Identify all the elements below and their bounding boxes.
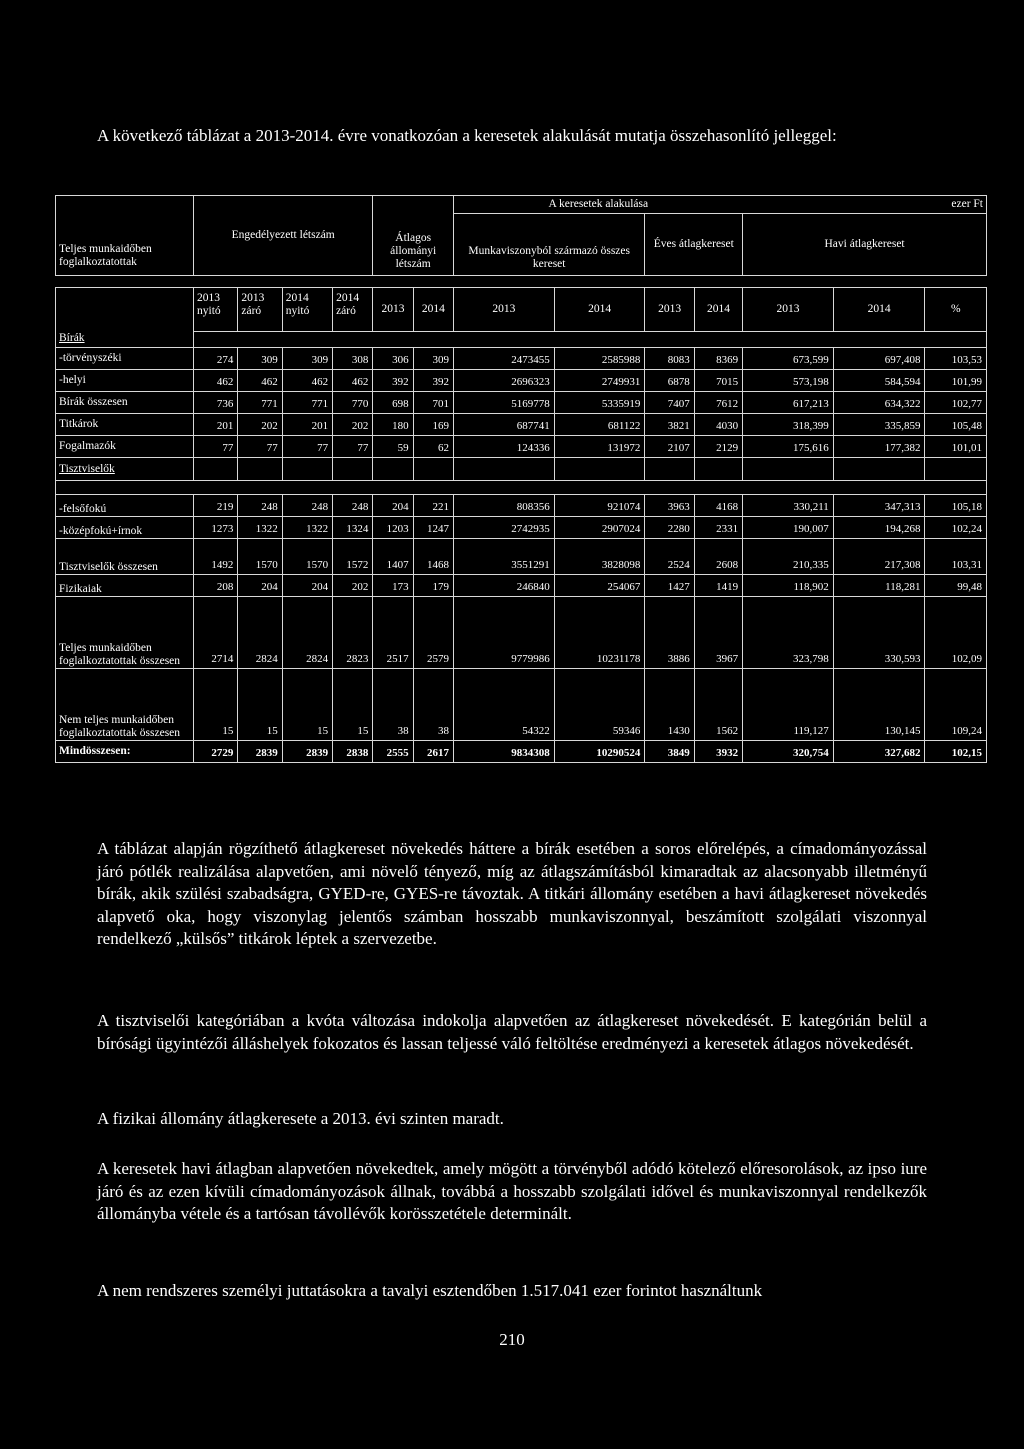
value-cell: 1407 (373, 539, 413, 575)
value-cell: 1324 (333, 517, 373, 539)
value-cell: 105,48 (925, 414, 987, 436)
section-row (56, 458, 987, 481)
value-cell: 202 (238, 414, 282, 436)
empty-cell (333, 458, 373, 481)
table-unit: ezer Ft (743, 196, 987, 214)
value-cell: 3886 (645, 597, 694, 669)
row-label: Titkárok (56, 414, 194, 436)
header-teljes: Teljes munkaidőben foglalkoztatottak (56, 196, 194, 276)
value-cell: 2608 (694, 539, 742, 575)
value-cell: 3551291 (453, 539, 554, 575)
row-label: -törvényszéki (56, 348, 194, 370)
value-cell: 77 (333, 436, 373, 458)
value-cell: 190,007 (743, 517, 834, 539)
value-cell: 77 (194, 436, 238, 458)
value-cell: 308 (333, 348, 373, 370)
value-cell: 701 (413, 392, 453, 414)
value-cell: 202 (333, 575, 373, 597)
table-row (56, 495, 987, 517)
row-label: -középfokú+írnok (56, 517, 194, 539)
table-row (56, 575, 987, 597)
table-row (56, 436, 987, 458)
spacer-cell (56, 481, 987, 495)
value-cell: 1247 (413, 517, 453, 539)
value-cell: 10231178 (554, 597, 645, 669)
value-cell: 131972 (554, 436, 645, 458)
value-cell: 462 (194, 370, 238, 392)
value-cell: 1562 (694, 669, 742, 741)
value-cell: 3828098 (554, 539, 645, 575)
value-cell: 105,18 (925, 495, 987, 517)
value-cell: 2742935 (453, 517, 554, 539)
body-paragraph: A fizikai állomány átlagkeresete a 2013. évi szinten maradt. (97, 1109, 504, 1128)
table-row (56, 597, 987, 669)
value-cell: 2524 (645, 539, 694, 575)
value-cell: 7612 (694, 392, 742, 414)
value-cell: 323,798 (743, 597, 834, 669)
value-cell: 248 (282, 495, 332, 517)
value-cell: 335,859 (833, 414, 925, 436)
value-cell: 2107 (645, 436, 694, 458)
value-cell: 102,09 (925, 597, 987, 669)
subheader-cell: 2014 záró (333, 288, 373, 332)
value-cell: 2839 (282, 741, 332, 763)
subheader-cell: 2014 (833, 288, 925, 332)
value-cell: 118,902 (743, 575, 834, 597)
value-cell: 1322 (282, 517, 332, 539)
value-cell: 77 (238, 436, 282, 458)
row-label: -helyi (56, 370, 194, 392)
value-cell: 771 (238, 392, 282, 414)
value-cell: 77 (282, 436, 332, 458)
value-cell: 208 (194, 575, 238, 597)
value-cell: 320,754 (743, 741, 834, 763)
value-cell: 736 (194, 392, 238, 414)
value-cell: 2473455 (453, 348, 554, 370)
value-cell: 62 (413, 436, 453, 458)
row-label: Nem teljes munkaidőben foglalkoztatottak összesen (56, 669, 194, 741)
value-cell: 309 (238, 348, 282, 370)
value-cell: 204 (373, 495, 413, 517)
value-cell: 1572 (333, 539, 373, 575)
value-cell: 697,408 (833, 348, 925, 370)
value-cell: 1273 (194, 517, 238, 539)
empty-cell (554, 458, 645, 481)
header-eves: Éves átlagkereset (645, 214, 743, 276)
value-cell: 7015 (694, 370, 742, 392)
empty-cell (833, 458, 925, 481)
value-cell: 118,281 (833, 575, 925, 597)
value-cell: 330,211 (743, 495, 834, 517)
row-label: Mindösszesen: (56, 741, 194, 763)
header-atlagos: Átlagos állományi létszám (373, 196, 454, 276)
value-cell: 254067 (554, 575, 645, 597)
value-cell: 681122 (554, 414, 645, 436)
empty-cell (645, 458, 694, 481)
value-cell: 173 (373, 575, 413, 597)
value-cell: 4030 (694, 414, 742, 436)
value-cell: 698 (373, 392, 413, 414)
value-cell: 204 (282, 575, 332, 597)
value-cell: 309 (413, 348, 453, 370)
value-cell: 2280 (645, 517, 694, 539)
value-cell: 573,198 (743, 370, 834, 392)
value-cell: 5169778 (453, 392, 554, 414)
subheader-cell: 2014 (694, 288, 742, 332)
value-cell: 2824 (282, 597, 332, 669)
value-cell: 9779986 (453, 597, 554, 669)
value-cell: 15 (238, 669, 282, 741)
value-cell: 102,77 (925, 392, 987, 414)
value-cell: 330,593 (833, 597, 925, 669)
value-cell: 103,53 (925, 348, 987, 370)
value-cell: 15 (282, 669, 332, 741)
body-paragraph: A nem rendszeres személyi juttatásokra a tavalyi esztendőben 1.517.041 ezer forintot használtunk (97, 1281, 763, 1300)
value-cell: 248 (333, 495, 373, 517)
value-cell: 179 (413, 575, 453, 597)
value-cell: 687741 (453, 414, 554, 436)
value-cell: 2517 (373, 597, 413, 669)
value-cell: 101,01 (925, 436, 987, 458)
value-cell: 175,616 (743, 436, 834, 458)
subheader-cell: 2014 nyitó (282, 288, 332, 332)
value-cell: 2617 (413, 741, 453, 763)
value-cell: 180 (373, 414, 413, 436)
value-cell: 2585988 (554, 348, 645, 370)
value-cell: 8083 (645, 348, 694, 370)
value-cell: 124336 (453, 436, 554, 458)
value-cell: 462 (238, 370, 282, 392)
page-number: 210 (499, 1330, 525, 1349)
empty-cell (925, 458, 987, 481)
table-row (56, 370, 987, 392)
table-row (56, 539, 987, 575)
value-cell: 38 (373, 669, 413, 741)
value-cell: 9834308 (453, 741, 554, 763)
value-cell: 274 (194, 348, 238, 370)
value-cell: 169 (413, 414, 453, 436)
value-cell: 103,31 (925, 539, 987, 575)
value-cell: 101,99 (925, 370, 987, 392)
spacer-row (194, 332, 987, 348)
empty-cell (743, 458, 834, 481)
value-cell: 306 (373, 348, 413, 370)
value-cell: 1427 (645, 575, 694, 597)
spacer-row (56, 276, 987, 288)
value-cell: 3932 (694, 741, 742, 763)
row-label: Fogalmazók (56, 436, 194, 458)
header-havi: Havi átlagkereset (743, 214, 987, 276)
value-cell: 202 (333, 414, 373, 436)
value-cell: 201 (282, 414, 332, 436)
value-cell: 3849 (645, 741, 694, 763)
table-row (56, 392, 987, 414)
value-cell: 38 (413, 669, 453, 741)
value-cell: 119,127 (743, 669, 834, 741)
subheader-cell: % (925, 288, 987, 332)
value-cell: 1570 (282, 539, 332, 575)
value-cell: 3821 (645, 414, 694, 436)
value-cell: 1430 (645, 669, 694, 741)
value-cell: 1492 (194, 539, 238, 575)
value-cell: 15 (194, 669, 238, 741)
subheader-cell: 2013 nyitó (194, 288, 238, 332)
section-birak: Bírák (56, 288, 194, 348)
value-cell: 59346 (554, 669, 645, 741)
value-cell: 2696323 (453, 370, 554, 392)
value-cell: 102,24 (925, 517, 987, 539)
empty-cell (194, 458, 238, 481)
section-label: Tisztviselők (56, 458, 194, 481)
subheader-cell: 2014 (554, 288, 645, 332)
subheader-cell: 2013 (373, 288, 413, 332)
body-paragraph: A tisztviselői kategóriában a kvóta változása indokolja alapvetően az átlagkereset növekedését. E kategórián belül a bírósági ügyintézői álláshelyek fokozatos és lassan teljessé váló feltöltése eredményezi a keresetek átlagos növekedését. (97, 1011, 927, 1053)
value-cell: 2907024 (554, 517, 645, 539)
value-cell: 102,15 (925, 741, 987, 763)
value-cell: 54322 (453, 669, 554, 741)
body-paragraph: A táblázat alapján rögzíthető átlagkereset növekedés háttere a bírák esetében a soros előrelépés, a címadományozással járó pótlék realizálása alapvetően, ami növelő tényező, míg az átlagszámításból kimaradtak az alacsonyabb illetményű bírák, akik szülési szabadságra, GYED-re, GYES-re távoztak. A titkári állomány esetében a havi átlagkereset növekedés alapvető oka, hogy viszonylag jelentős számban hosszabb munkaviszonnyal, beszámított szolgálati viszonnyal rendelkező „külsős” titkárok léptek a szervezetbe. (97, 839, 927, 948)
value-cell: 248 (238, 495, 282, 517)
value-cell: 201 (194, 414, 238, 436)
value-cell: 6878 (645, 370, 694, 392)
table-row (56, 517, 987, 539)
value-cell: 2729 (194, 741, 238, 763)
value-cell: 2714 (194, 597, 238, 669)
value-cell: 246840 (453, 575, 554, 597)
value-cell: 673,599 (743, 348, 834, 370)
value-cell: 10290524 (554, 741, 645, 763)
empty-cell (282, 458, 332, 481)
value-cell: 808356 (453, 495, 554, 517)
earnings-table (55, 195, 987, 763)
subheader-cell: 2014 (413, 288, 453, 332)
value-cell: 1203 (373, 517, 413, 539)
value-cell: 392 (413, 370, 453, 392)
row-label: Tisztviselők összesen (56, 539, 194, 575)
value-cell: 347,313 (833, 495, 925, 517)
value-cell: 219 (194, 495, 238, 517)
subheader-cell: 2013 (453, 288, 554, 332)
spacer-row (56, 481, 987, 495)
value-cell: 770 (333, 392, 373, 414)
value-cell: 217,308 (833, 539, 925, 575)
value-cell: 1468 (413, 539, 453, 575)
header-munkaviszony: Munkaviszonyból származó összes kereset (453, 214, 644, 276)
value-cell: 318,399 (743, 414, 834, 436)
value-cell: 462 (333, 370, 373, 392)
value-cell: 584,594 (833, 370, 925, 392)
empty-cell (453, 458, 554, 481)
value-cell: 1419 (694, 575, 742, 597)
value-cell: 327,682 (833, 741, 925, 763)
value-cell: 4168 (694, 495, 742, 517)
value-cell: 2839 (238, 741, 282, 763)
value-cell: 2823 (333, 597, 373, 669)
value-cell: 2824 (238, 597, 282, 669)
value-cell: 8369 (694, 348, 742, 370)
value-cell: 221 (413, 495, 453, 517)
value-cell: 2129 (694, 436, 742, 458)
value-cell: 109,24 (925, 669, 987, 741)
table-row (56, 669, 987, 741)
value-cell: 617,213 (743, 392, 834, 414)
body-paragraph: A keresetek havi átlagban alapvetően növekedtek, amely mögött a törvényből adódó kötelező előresorolások, az ipso iure járó és az ezen kívüli címadományozások állnak, továbbá a hosszabb szolgálati idővel és munkaviszonnyal rendelkezők állományba vétele és a tartósan távollévők korösszetétele determinált. (97, 1159, 927, 1223)
table-row (56, 348, 987, 370)
row-label: Teljes munkaidőben foglalkoztatottak összesen (56, 597, 194, 669)
row-label: Bírák összesen (56, 392, 194, 414)
empty-cell (373, 458, 413, 481)
value-cell: 99,48 (925, 575, 987, 597)
subheader-cell: 2013 záró (238, 288, 282, 332)
value-cell: 7407 (645, 392, 694, 414)
empty-cell (238, 458, 282, 481)
value-cell: 462 (282, 370, 332, 392)
value-cell: 1322 (238, 517, 282, 539)
subheader-cell: 2013 (645, 288, 694, 332)
value-cell: 194,268 (833, 517, 925, 539)
value-cell: 921074 (554, 495, 645, 517)
value-cell: 204 (238, 575, 282, 597)
value-cell: 2579 (413, 597, 453, 669)
value-cell: 130,145 (833, 669, 925, 741)
table-caption: A keresetek alakulása (453, 196, 742, 214)
intro-text: A következő táblázat a 2013-2014. évre vonatkozóan a keresetek alakulását mutatja összehasonlító jelleggel: (97, 126, 837, 145)
value-cell: 309 (282, 348, 332, 370)
value-cell: 59 (373, 436, 413, 458)
row-label: Fizikaiak (56, 575, 194, 597)
row-label: -felsőfokú (56, 495, 194, 517)
value-cell: 771 (282, 392, 332, 414)
empty-cell (694, 458, 742, 481)
value-cell: 210,335 (743, 539, 834, 575)
value-cell: 2838 (333, 741, 373, 763)
value-cell: 1570 (238, 539, 282, 575)
empty-cell (413, 458, 453, 481)
value-cell: 177,382 (833, 436, 925, 458)
table-row (56, 741, 987, 763)
value-cell: 634,322 (833, 392, 925, 414)
subheader-cell: 2013 (743, 288, 834, 332)
value-cell: 2555 (373, 741, 413, 763)
value-cell: 15 (333, 669, 373, 741)
table-row (56, 414, 987, 436)
header-engedelyezett: Engedélyezett létszám (194, 196, 373, 276)
value-cell: 392 (373, 370, 413, 392)
value-cell: 5335919 (554, 392, 645, 414)
value-cell: 2331 (694, 517, 742, 539)
value-cell: 3963 (645, 495, 694, 517)
value-cell: 2749931 (554, 370, 645, 392)
value-cell: 3967 (694, 597, 742, 669)
